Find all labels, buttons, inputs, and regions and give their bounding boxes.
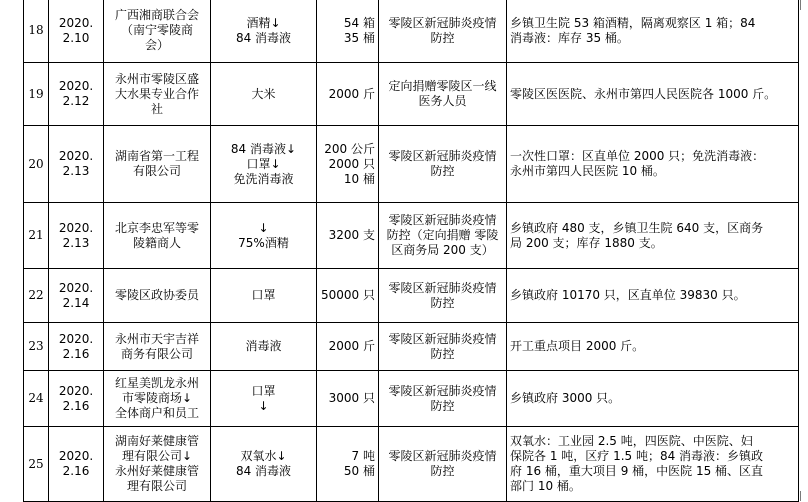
cell-quantity <box>317 371 379 427</box>
cell-line: （南宁零陵商 <box>120 23 193 37</box>
cell-line: 局 200 支；库存 1880 支。 <box>510 235 663 250</box>
cell-donor <box>104 323 211 371</box>
cell-line: 零陵区新冠肺炎疫情 <box>388 15 497 30</box>
cell-line: 2020. <box>58 79 94 93</box>
cell-line: 2000 只 <box>328 156 375 171</box>
cell-line: 零陵区新冠肺炎疫情 <box>388 149 497 163</box>
cell-line: 保院各 1 吨，区疗 1.5 吨；84 消毒液：乡镇政 <box>510 449 764 463</box>
cell-use <box>379 371 507 427</box>
cell-line: 防控 <box>430 346 455 361</box>
cell-line: 2.10 <box>62 30 90 45</box>
cell-donor <box>104 269 211 323</box>
cell-line: 乡镇政府 10170 只，区直单位 39830 只。 <box>510 288 746 302</box>
cell-date <box>49 427 104 502</box>
cell-line: 2020. <box>58 331 94 346</box>
cell-index <box>24 203 49 269</box>
cell-line: 湖南好莱健康管 <box>114 434 199 448</box>
cell-line: 大水果专业合作 <box>114 86 199 101</box>
cell-index <box>24 63 49 126</box>
cell-line: 永州市零陵区盛 <box>114 71 199 86</box>
cell-index <box>24 371 49 427</box>
cell-date <box>49 203 104 269</box>
cell-quantity <box>317 323 379 371</box>
cell-distribution <box>507 0 799 63</box>
donation-table <box>23 0 799 502</box>
cell-line: 2020. <box>58 280 94 295</box>
table-row <box>24 371 799 427</box>
cell-line: 有限公司 <box>132 164 181 178</box>
cell-use <box>379 323 507 371</box>
cell-line: 消毒液：库存 35 桶。 <box>510 30 629 45</box>
cell-distribution <box>507 427 799 502</box>
table-row <box>24 126 799 203</box>
cell-line: 口罩 <box>251 383 276 398</box>
cell-line: 零陵区医医院、永州市第四人民医院各 1000 斤。 <box>510 86 777 101</box>
cell-line: ↓ <box>258 398 269 413</box>
row-number: 18 <box>28 23 44 37</box>
cell-line: 理有限公司 <box>126 479 187 493</box>
row-number: 25 <box>28 456 44 471</box>
table-row <box>24 269 799 323</box>
cell-line: 零陵区政协委员 <box>114 288 199 302</box>
cell-line: 湖南省第一工程 <box>114 149 199 163</box>
cell-line: 2000 斤 <box>328 339 375 353</box>
row-number: 21 <box>28 228 44 242</box>
cell-use <box>379 63 507 126</box>
cell-items <box>211 203 317 269</box>
cell-line: 2.16 <box>62 346 90 361</box>
cell-items <box>211 323 317 371</box>
cell-line: 200 公斤 <box>324 141 375 156</box>
page-edge-mark <box>800 0 801 10</box>
cell-items <box>211 427 317 502</box>
cell-line: 7 吨 <box>351 449 375 463</box>
cell-items <box>211 63 317 126</box>
cell-line: 一次性口罩：区直单位 2000 只；免洗消毒液： <box>510 149 765 163</box>
cell-line: 75%酒精 <box>238 235 289 250</box>
cell-items <box>211 0 317 63</box>
cell-line: 2000 斤 <box>328 86 375 101</box>
cell-quantity <box>317 427 379 502</box>
row-number: 22 <box>28 288 44 302</box>
cell-line: 50 桶 <box>343 464 375 478</box>
cell-line: 2.16 <box>62 398 90 413</box>
cell-line: 2020. <box>58 449 94 463</box>
cell-line: 口罩 <box>251 288 276 302</box>
cell-line: 防控 <box>430 295 455 310</box>
cell-line: ↓ <box>258 220 269 235</box>
cell-line: 理有限公司↓ <box>121 449 193 463</box>
cell-line: 零陵区新冠肺炎疫情 <box>388 331 497 346</box>
cell-donor <box>104 427 211 502</box>
row-number: 24 <box>28 391 44 405</box>
cell-line: 54 箱 <box>343 15 375 30</box>
cell-donor <box>104 0 211 63</box>
cell-line: 乡镇卫生院 53 箱酒精，隔离观察区 1 箱；84 <box>510 15 756 30</box>
cell-line: 部门 10 桶。 <box>510 479 581 493</box>
cell-date <box>49 63 104 126</box>
cell-line: 医务人员 <box>418 94 467 108</box>
cell-index <box>24 126 49 203</box>
cell-line: 双氧水：工业园 2.5 吨，四医院、中医院、妇 <box>510 434 753 448</box>
table-row <box>24 427 799 502</box>
cell-use <box>379 203 507 269</box>
cell-line: 乡镇政府 480 支，乡镇卫生院 640 支，区商务 <box>510 220 764 235</box>
cell-items <box>211 126 317 203</box>
cell-line: 防控 <box>430 464 455 478</box>
cell-line: 2020. <box>58 15 94 30</box>
cell-line: 乡镇政府 3000 只。 <box>510 391 621 405</box>
cell-index <box>24 269 49 323</box>
cell-line: 零陵区新冠肺炎疫情 <box>388 213 497 227</box>
cell-quantity <box>317 126 379 203</box>
cell-use <box>379 269 507 323</box>
cell-donor <box>104 203 211 269</box>
cell-quantity <box>317 269 379 323</box>
cell-line: 防控（定向捐赠 零陵 <box>386 228 499 242</box>
cell-line: 永州市第四人民医院 10 桶。 <box>510 164 665 178</box>
table-body <box>24 0 799 502</box>
cell-line: 零陵区新冠肺炎疫情 <box>388 449 497 463</box>
table-row <box>24 203 799 269</box>
cell-distribution <box>507 269 799 323</box>
cell-line: 84 消毒液 <box>235 30 292 45</box>
cell-line: 3200 支 <box>328 228 375 242</box>
cell-distribution <box>507 63 799 126</box>
cell-line: 2020. <box>58 383 94 398</box>
cell-line: 开工重点项目 2000 斤。 <box>510 339 645 353</box>
cell-line: 全体商户和员工 <box>114 406 199 420</box>
cell-donor <box>104 126 211 203</box>
cell-line: 零陵区新冠肺炎疫情 <box>388 383 497 398</box>
row-number: 19 <box>28 86 44 101</box>
cell-items <box>211 371 317 427</box>
cell-line: 社 <box>150 101 163 116</box>
cell-distribution <box>507 203 799 269</box>
row-number: 20 <box>28 156 44 171</box>
cell-line: 2.12 <box>62 94 90 108</box>
cell-line: 府 16 桶，重大项目 9 桶，中医院 15 桶、区直 <box>510 464 764 478</box>
cell-line: 会） <box>144 38 169 52</box>
cell-line: 消毒液 <box>245 339 282 353</box>
cell-line: 北京李忠军等零 <box>114 220 199 235</box>
cell-items <box>211 269 317 323</box>
cell-line: 陵籍商人 <box>132 235 181 250</box>
cell-line: 10 桶 <box>343 171 375 186</box>
cell-line: 大米 <box>251 86 276 101</box>
cell-line: 50000 只 <box>321 288 375 302</box>
cell-use <box>379 0 507 63</box>
cell-date <box>49 0 104 63</box>
cell-distribution <box>507 126 799 203</box>
cell-line: 市零陵商场↓ <box>121 391 193 405</box>
cell-line: 永州好莱健康管 <box>114 464 199 478</box>
cell-line: 2.16 <box>62 464 90 478</box>
cell-quantity <box>317 63 379 126</box>
cell-line: 双氧水↓ <box>240 449 287 463</box>
page-edge-mark <box>800 491 801 501</box>
cell-line: 永州市天宇吉祥 <box>114 331 199 346</box>
cell-line: 红星美凯龙永州 <box>114 376 199 390</box>
cell-date <box>49 126 104 203</box>
cell-line: 2.13 <box>62 164 90 178</box>
cell-use <box>379 427 507 502</box>
cell-line: 84 消毒液 <box>235 464 292 478</box>
table-row <box>24 0 799 63</box>
cell-index <box>24 0 49 63</box>
cell-quantity <box>317 203 379 269</box>
cell-index <box>24 427 49 502</box>
cell-line: 84 消毒液↓ <box>230 141 297 156</box>
cell-line: 2020. <box>58 149 94 163</box>
cell-line: 防控 <box>430 164 455 178</box>
cell-line: 广西湘商联合会 <box>114 8 199 22</box>
cell-line: 口罩↓ <box>246 156 281 171</box>
cell-line: 商务有限公司 <box>120 346 193 361</box>
cell-distribution <box>507 323 799 371</box>
cell-date <box>49 323 104 371</box>
cell-line: 酒精↓ <box>246 15 281 30</box>
cell-line: 定向捐赠零陵区一线 <box>388 79 497 93</box>
cell-index <box>24 323 49 371</box>
cell-line: 防控 <box>430 398 455 413</box>
cell-line: 防控 <box>430 30 455 45</box>
cell-donor <box>104 63 211 126</box>
cell-line: 区商务局 200 支） <box>391 243 494 257</box>
cell-quantity <box>317 0 379 63</box>
cell-line: 2.14 <box>62 295 90 310</box>
cell-donor <box>104 371 211 427</box>
cell-line: 2020. <box>58 220 94 235</box>
row-number: 23 <box>28 339 44 353</box>
cell-line: 免洗消毒液 <box>233 171 294 186</box>
cell-date <box>49 269 104 323</box>
cell-use <box>379 126 507 203</box>
cell-line: 35 桶 <box>343 30 375 45</box>
cell-line: 2.13 <box>62 235 90 250</box>
cell-line: 3000 只 <box>328 391 375 405</box>
table-row <box>24 63 799 126</box>
cell-line: 零陵区新冠肺炎疫情 <box>388 280 497 295</box>
cell-distribution <box>507 371 799 427</box>
cell-date <box>49 371 104 427</box>
table-row <box>24 323 799 371</box>
